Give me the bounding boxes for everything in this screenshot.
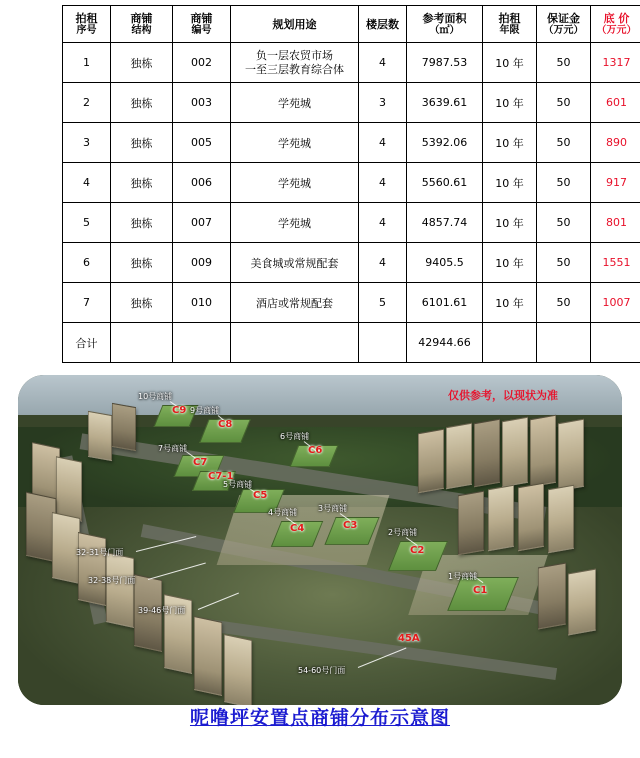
image-label-3: 3号商铺 [318,503,347,514]
image-label-7: 7号商铺 [158,443,187,454]
building-block [458,491,484,556]
header-cell-code: 商铺 编号 [173,6,231,43]
image-tag-45a: 45A [398,633,420,644]
cell-area: 4857.74 [407,203,483,243]
cell-empty [111,323,173,363]
building-block [78,532,106,606]
image-tag-c2: C2 [410,545,424,556]
cell-deposit: 50 [537,283,591,323]
image-tag-c1: C1 [473,585,487,596]
image-label-6: 6号商铺 [280,431,309,442]
figure-caption: 呢噜坪安置点商铺分布示意图 [190,707,450,729]
image-disclaimer: 仅供参考，以现状为准 [448,387,558,403]
cell-empty [537,323,591,363]
cell-no: 6 [63,243,111,283]
table-row [63,283,640,323]
building-block [538,563,566,630]
table-header-row [63,6,640,43]
cell-no: 4 [63,163,111,203]
cell-use: 学苑城 [231,123,359,163]
cell-floors: 5 [359,283,407,323]
image-label-32-31: 32-31号门面 [76,547,123,558]
cell-code: 007 [173,203,231,243]
shop-listing-table [62,5,640,363]
building-block [548,485,574,554]
table-row [63,43,640,83]
building-block [56,456,82,522]
cell-floors: 4 [359,163,407,203]
image-tag-c4: C4 [290,523,304,534]
building-block [474,419,500,488]
building-block [568,569,596,636]
header-cell-years: 拍租 年限 [483,6,537,43]
building-block [488,485,514,552]
cell-empty [359,323,407,363]
cell-floors: 4 [359,243,407,283]
cell-price: 601 [591,83,640,123]
cell-area: 7987.53 [407,43,483,83]
cell-use: 学苑城 [231,203,359,243]
table-row [63,123,640,163]
cell-floors: 4 [359,43,407,83]
image-label-9: 9号商铺 [190,405,219,416]
cell-code: 003 [173,83,231,123]
image-tag-c7-1: C7-1 [208,471,233,482]
site-plan-image [18,375,622,705]
building-block [88,411,112,461]
cell-years: 10 年 [483,43,537,83]
building-block [224,634,252,705]
cell-structure: 独栋 [111,43,173,83]
image-tag-c3: C3 [343,520,357,531]
building-block [518,483,544,552]
cell-structure: 独栋 [111,123,173,163]
cell-code: 006 [173,163,231,203]
image-label-5: 5号商铺 [223,479,252,490]
image-tag-c9: C9 [172,405,186,416]
cell-use: 学苑城 [231,163,359,203]
table-row [63,163,640,203]
cell-no: 5 [63,203,111,243]
header-cell-no: 拍租 序号 [63,6,111,43]
cell-floors: 4 [359,123,407,163]
cell-structure: 独栋 [111,203,173,243]
cell-code: 009 [173,243,231,283]
cell-empty [231,323,359,363]
image-label-1: 1号商铺 [448,571,477,582]
cell-structure: 独栋 [111,83,173,123]
cell-deposit: 50 [537,83,591,123]
cell-no: 1 [63,43,111,83]
cell-years: 10 年 [483,123,537,163]
cell-years: 10 年 [483,243,537,283]
cell-deposit: 50 [537,203,591,243]
cell-use: 学苑城 [231,83,359,123]
cell-deposit: 50 [537,43,591,83]
cell-structure: 独栋 [111,163,173,203]
cell-years: 10 年 [483,203,537,243]
cell-no: 3 [63,123,111,163]
image-label-2: 2号商铺 [388,527,417,538]
cell-years: 10 年 [483,163,537,203]
cell-no: 7 [63,283,111,323]
cell-no: 2 [63,83,111,123]
image-label-32-38: 32-38号门面 [88,575,135,586]
cell-price: 1317 [591,43,640,83]
table-row [63,203,640,243]
cell-price: 917 [591,163,640,203]
building-block [106,552,134,628]
cell-structure: 独栋 [111,283,173,323]
image-label-10: 10号商铺 [138,391,172,402]
building-block [530,415,556,488]
header-cell-use: 规划用途 [231,6,359,43]
header-cell-area: 参考面积 （㎡） [407,6,483,43]
cell-area: 9405.5 [407,243,483,283]
cell-price: 1551 [591,243,640,283]
building-block [418,429,444,494]
cell-years: 10 年 [483,83,537,123]
cell-floors: 3 [359,83,407,123]
cell-area: 6101.61 [407,283,483,323]
cell-structure: 独栋 [111,243,173,283]
cell-floors: 4 [359,203,407,243]
header-cell-price: 底 价 （万元） [591,6,640,43]
cell-years: 10 年 [483,283,537,323]
cell-total-label: 合计 [63,323,111,363]
cell-price: 801 [591,203,640,243]
image-label-54-60: 54-60号门面 [298,665,345,676]
image-tag-c5: C5 [253,490,267,501]
cell-use: 负一层农贸市场 一至三层教育综合体 [231,43,359,83]
cell-price: 890 [591,123,640,163]
header-cell-structure: 商铺 结构 [111,6,173,43]
table-row [63,83,640,123]
image-tag-c6: C6 [308,445,322,456]
cell-use: 酒店或常规配套 [231,283,359,323]
building-block [446,423,472,490]
cell-empty [591,323,640,363]
cell-total-area: 42944.66 [407,323,483,363]
table-total-row [63,323,640,363]
cell-code: 002 [173,43,231,83]
cell-deposit: 50 [537,123,591,163]
document-page [0,5,640,758]
building-block [558,419,584,492]
image-label-4: 4号商铺 [268,507,297,518]
building-block [194,616,222,696]
cell-code: 010 [173,283,231,323]
cell-empty [173,323,231,363]
cell-area: 5392.06 [407,123,483,163]
cell-deposit: 50 [537,243,591,283]
header-cell-deposit: 保证金 （万元） [537,6,591,43]
table-row [63,243,640,283]
header-cell-floors: 楼层数 [359,6,407,43]
building-block [502,417,528,488]
cell-empty [483,323,537,363]
cell-area: 3639.61 [407,83,483,123]
image-tag-c7: C7 [193,457,207,468]
cell-code: 005 [173,123,231,163]
cell-area: 5560.61 [407,163,483,203]
image-tag-c8: C8 [218,419,232,430]
building-block [112,403,136,451]
cell-use: 美食城或常规配套 [231,243,359,283]
image-label-39-46: 39-46号门面 [138,605,185,616]
cell-deposit: 50 [537,163,591,203]
cell-price: 1007 [591,283,640,323]
